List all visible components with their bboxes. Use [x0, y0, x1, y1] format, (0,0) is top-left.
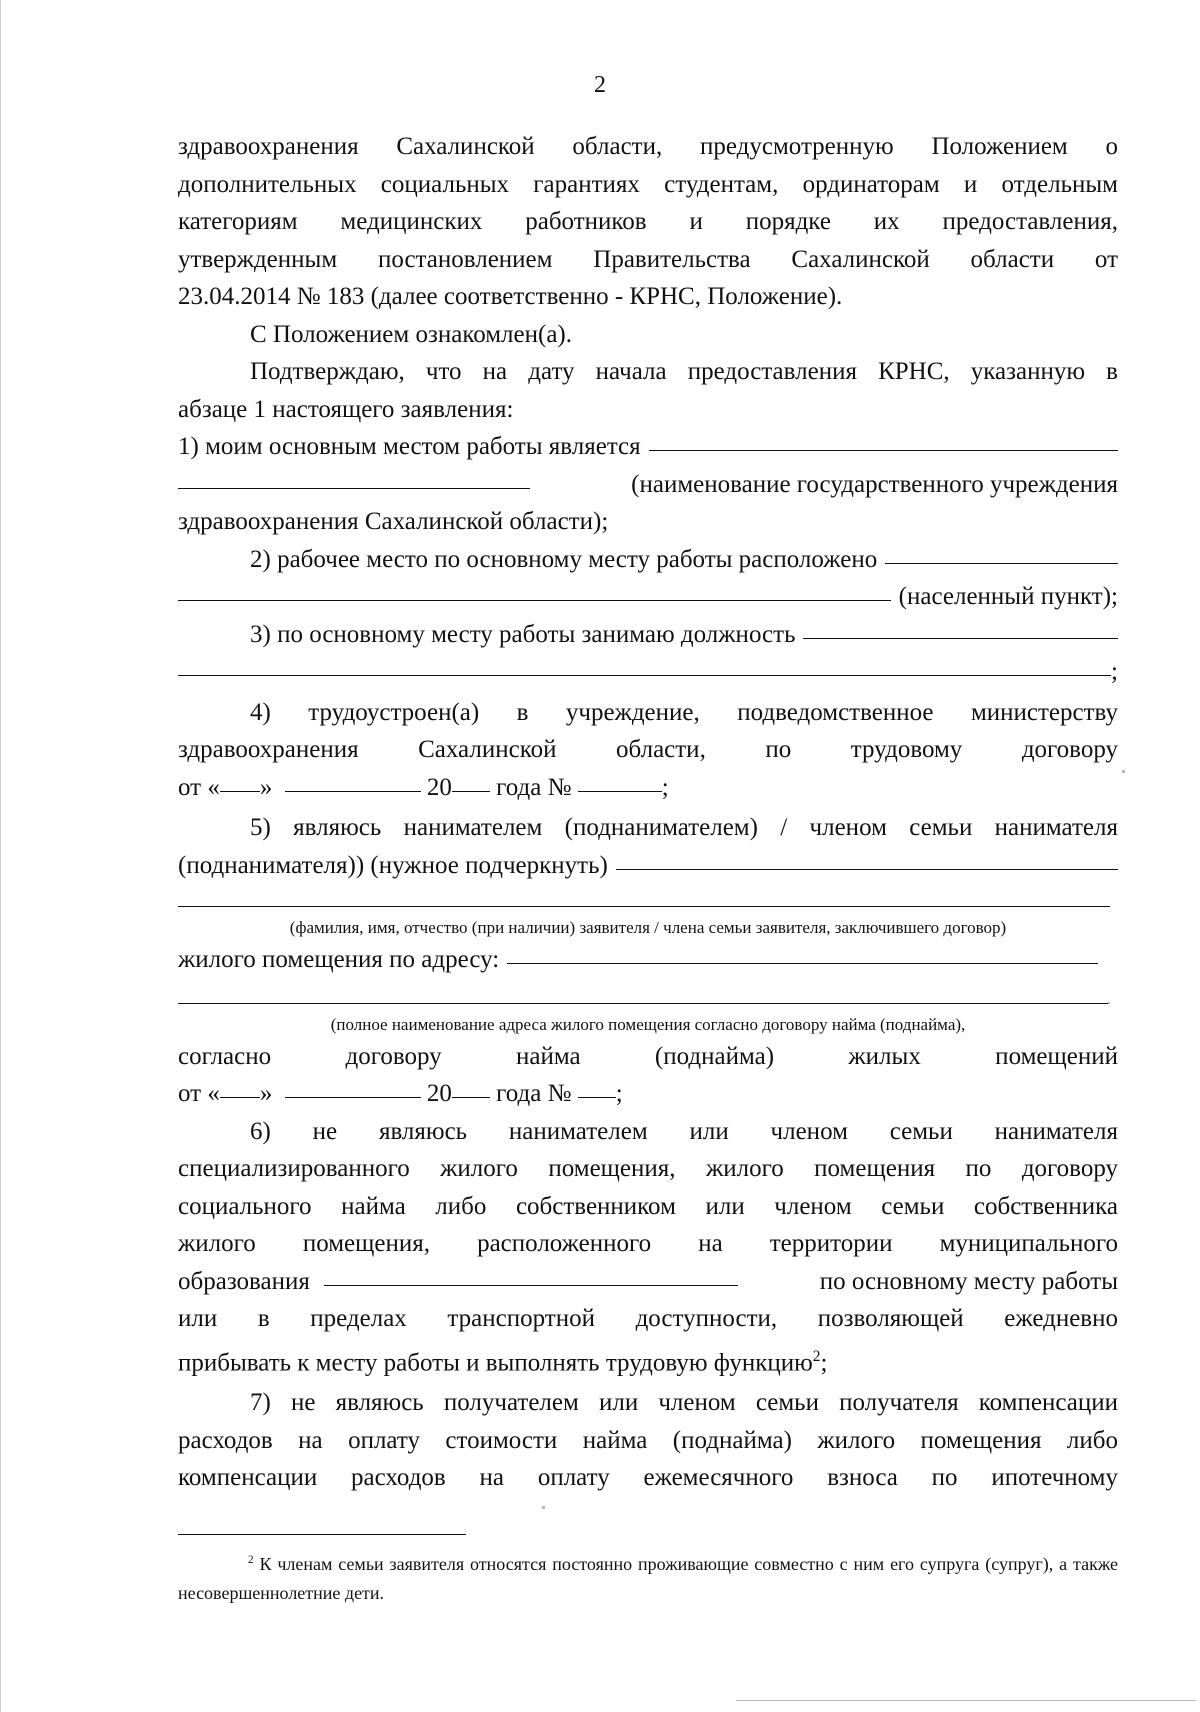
item6-line-3: социального найма либо собственником или членом семьи собственника: [178, 1192, 1118, 1220]
item3-line: [178, 616, 1118, 654]
item5-contract-line: согласно договору найма (поднайма) жилых помещений: [178, 1042, 1118, 1070]
item5-number-field[interactable]: [578, 1097, 616, 1098]
intro-line-1: здравоохранения Сахалинской области, предусмотренную Положением о: [178, 133, 1118, 160]
item4-number-field[interactable]: [578, 791, 662, 792]
scan-speck: [1122, 770, 1125, 773]
item6-line-4: жилого помещения, расположенного на территории муниципального: [178, 1230, 1118, 1257]
item4-contract-line: [178, 769, 1118, 807]
item3-end: ;: [1111, 658, 1118, 685]
item1-lead: 1) моим основным местом работы является: [178, 433, 641, 460]
item7-line-3: компенсации расходов на оплату ежемесячного взноса по ипотечному: [178, 1464, 1118, 1492]
confirm-line-2: абзаце 1 настоящего заявления:: [178, 395, 514, 423]
item5-caption-1: (фамилия, имя, отчество (при наличии) заявителя / члена семьи заявителя, заключившего договор): [289, 918, 1007, 937]
item5-line-1: 5) являюсь нанимателем (поднанимателем) / членом семьи нанимателя: [250, 814, 1118, 841]
item2-line: [178, 541, 1118, 579]
item3-position-field-cont[interactable]: [178, 675, 1111, 676]
item4-month-field[interactable]: [285, 791, 421, 792]
item1-hint-line: [178, 466, 1118, 504]
item6-formation-line: [178, 1263, 1118, 1301]
intro-line-5: 23.04.2014 № 183 (далее соответственно - КРНС, Положение).: [178, 283, 843, 310]
item2-lead: 2) рабочее место по основному месту работы расположено: [250, 545, 878, 573]
item5-year-prefix: 20: [426, 1080, 452, 1107]
item5-end: ;: [615, 1080, 623, 1107]
item1-workplace-field-cont[interactable]: [178, 488, 530, 489]
item7-line-2: расходов на оплату стоимости найма (поднайма) жилого помещения либо: [178, 1426, 1118, 1454]
item5-caption-2: (полное наименование адреса жилого помещения согласно договору найма (поднайма),: [330, 1014, 966, 1034]
item5-person-field-cont[interactable]: [178, 906, 1110, 907]
item1-workplace-field[interactable]: [649, 450, 1118, 451]
item6-transport-line: или в пределах транспортной доступности, позволяющей ежедневно: [178, 1305, 1118, 1332]
scan-edge: [0, 0, 1, 1712]
item2-hint-line: [178, 578, 1118, 616]
item1-line: [178, 428, 1118, 466]
item2-location-field[interactable]: [885, 563, 1118, 564]
footnote-marker: 2: [248, 1554, 254, 1566]
item4-from-open: от «: [178, 773, 220, 801]
item3-lead: 3) по основному месту работы занимаю должность: [250, 620, 796, 648]
item2-location-field-cont[interactable]: [178, 600, 891, 601]
item5-person-field[interactable]: [616, 869, 1118, 870]
item5-day-field[interactable]: [220, 1097, 260, 1098]
item5-address-field[interactable]: [507, 963, 1098, 964]
item2-hint: (населенный пункт);: [898, 583, 1118, 610]
item5-address-lead: жилого помещения по адресу:: [178, 946, 500, 973]
item5-line-2-text: (поднанимателя)) (нужное подчеркнуть): [178, 851, 608, 879]
item6-formation-tail: по основному месту работы: [819, 1267, 1118, 1295]
item7-line-1: 7) не являюсь получателем или членом семьи получателя компенсации: [250, 1389, 1118, 1417]
body-text: [178, 128, 1118, 1497]
footnote: [178, 1546, 1118, 1608]
item5-year-field[interactable]: [452, 1097, 490, 1098]
scan-edge-line: [736, 1700, 1196, 1701]
item6-last-text: прибывать к месту работы и выполнять трудовую функцию: [178, 1348, 813, 1376]
item4-from-close: »: [259, 773, 273, 801]
scan-speck: [1108, 1002, 1110, 1004]
acquainted-statement: С Положением ознакомлен(а).: [250, 320, 572, 348]
intro-line-2: дополнительных социальных гарантиях студентам, ординаторам и отдельным: [178, 170, 1118, 198]
item6-last-line: [178, 1338, 1118, 1382]
item6-line-1: 6) не являюсь нанимателем или членом семьи нанимателя: [250, 1117, 1118, 1145]
item4-day-field[interactable]: [220, 791, 260, 792]
item4-line-1: 4) трудоустроен(а) в учреждение, подведомственное министерству: [250, 698, 1118, 726]
item6-municipality-field[interactable]: [324, 1285, 738, 1286]
item5-line-2: [178, 847, 1118, 885]
item6-line-2: специализированного жилого помещения, жилого помещения по договору: [178, 1155, 1118, 1182]
item4-year-suffix: года №: [496, 773, 572, 801]
item3-cont-line: [178, 653, 1118, 691]
page-number: 2: [594, 72, 606, 98]
item4-year-field[interactable]: [452, 791, 490, 792]
item5-from-close: »: [259, 1080, 273, 1107]
item5-year-suffix: года №: [496, 1080, 572, 1107]
footnote-separator: [178, 1534, 466, 1535]
footnote-text: К членам семьи заявителя относятся постоянно проживающие совместно с ним его супруга (супруг), а также несовершеннолетние дети.: [178, 1554, 1119, 1603]
item1-hint: (наименование государственного учреждения: [631, 470, 1118, 498]
item4-line-2: здравоохранения Сахалинской области, по трудовому договору: [178, 736, 1118, 763]
intro-line-4: утвержденным постановлением Правительства Сахалинской области от: [178, 245, 1118, 273]
confirm-line-1: Подтверждаю, что на дату начала предоставления КРНС, указанную в: [250, 358, 1118, 385]
item5-month-field[interactable]: [285, 1097, 421, 1098]
item6-footnote-ref[interactable]: 2: [812, 1347, 821, 1365]
item5-from-open: от «: [178, 1080, 220, 1107]
intro-line-3: категориям медицинских работников и порядке их предоставления,: [178, 208, 1118, 235]
item5-date-line: [178, 1075, 1118, 1113]
scan-speck: [542, 1506, 545, 1509]
item4-end: ;: [661, 773, 669, 801]
item6-last-end: ;: [820, 1348, 828, 1376]
item3-position-field[interactable]: [803, 638, 1118, 639]
item5-address-field-cont[interactable]: [178, 1003, 1110, 1004]
item6-formation-lead: образования: [178, 1267, 310, 1295]
item1-tail: здравоохранения Сахалинской области);: [178, 508, 609, 535]
item5-address-line: [178, 941, 1098, 979]
item4-year-prefix: 20: [426, 773, 452, 801]
